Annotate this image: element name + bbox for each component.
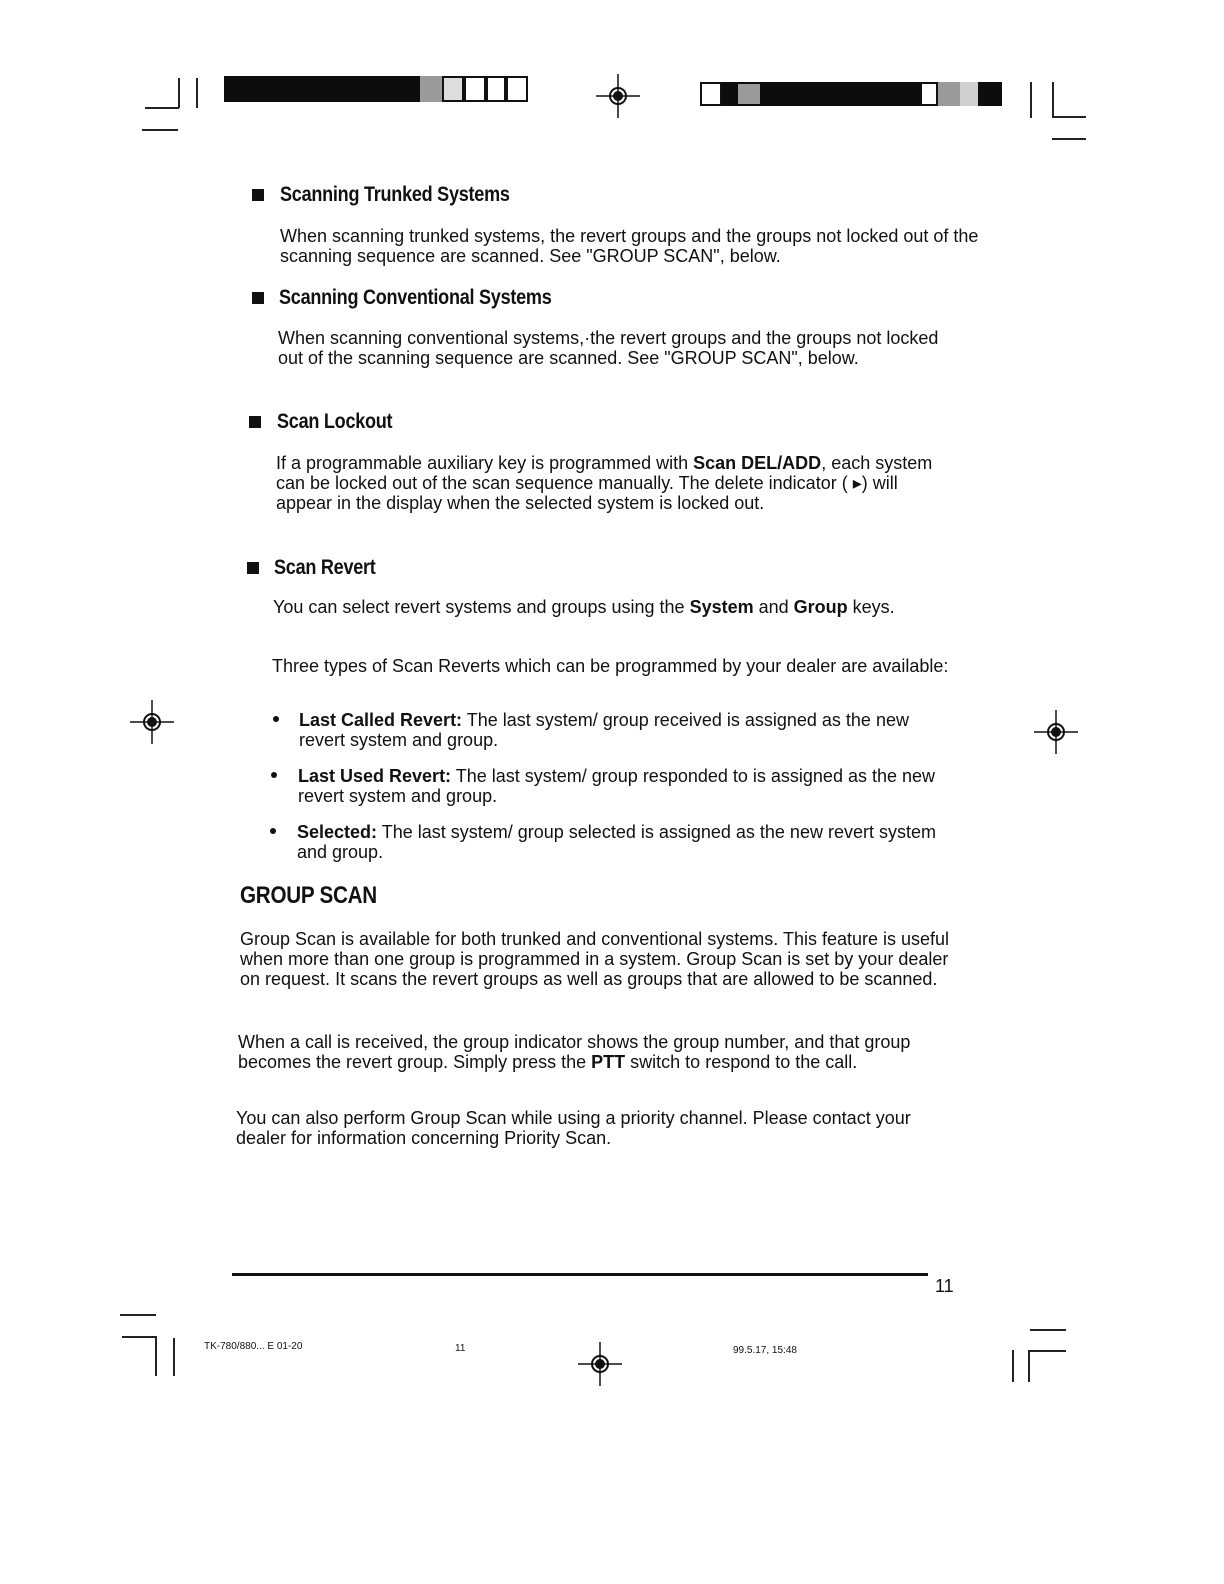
list-item: Last Called Revert: The last system/ group received is assigned as the new revert system and group. [299,710,909,750]
group-scan-paragraph: Group Scan is available for both trunked and conventional systems. This feature is useful when more than one group is programmed in a system. Group Scan is set by your dealer on request. It scans the revert groups as well as groups that are allowed to be scanned. [240,929,950,989]
registration-target-bottom-icon [578,1342,622,1386]
section-bullet-icon [252,292,264,304]
list-bullet-icon [271,772,277,778]
footer-page: 11 [455,1343,466,1354]
list-bullet-icon [273,716,279,722]
section-heading: Scan Revert [274,556,376,579]
registration-target-left-icon [130,700,174,744]
section-paragraph: Three types of Scan Reverts which can be programmed by your dealer are available: [272,656,949,676]
registration-target-icon [596,74,640,118]
footer-rule [232,1273,928,1276]
footer-doc-code: TK-780/880... E 01-20 [204,1341,303,1352]
page-number: 11 [935,1276,954,1296]
section-heading: Scanning Conventional Systems [279,286,552,309]
list-bullet-icon [270,828,276,834]
registration-target-right-icon [1034,710,1078,754]
section-bullet-icon [252,189,264,201]
section-heading: Scan Lockout [277,410,393,433]
group-scan-title: GROUP SCAN [240,882,377,909]
section-paragraph: You can select revert systems and groups using the System and Group keys. [273,597,895,617]
section-paragraph: When scanning trunked systems, the revert groups and the groups not locked out of the scanning sequence are scanned. See "GROUP SCAN", below. [280,226,979,266]
section-paragraph: When scanning conventional systems,·the revert groups and the groups not locked out of the scanning sequence are scanned. See "GROUP SCAN", below. [278,328,939,368]
section-paragraph: If a programmable auxiliary key is programmed with Scan DEL/ADD, each system can be locked out of the scan sequence manually. The delete indicator ( ▸) will appear in the display when the selected system is locked out. [276,453,933,513]
footer-timestamp: 99.5.17, 15:48 [733,1345,797,1356]
group-scan-paragraph: When a call is received, the group indicator shows the group number, and that group becomes the revert group. Simply press the PTT switch to respond to the call. [238,1032,911,1072]
section-heading: Scanning Trunked Systems [280,183,510,206]
section-bullet-icon [249,416,261,428]
group-scan-paragraph: You can also perform Group Scan while using a priority channel. Please contact your dealer for information concerning Priority Scan. [236,1108,911,1148]
list-item: Last Used Revert: The last system/ group responded to is assigned as the new revert system and group. [298,766,936,806]
list-item: Selected: The last system/ group selected is assigned as the new revert system and group. [297,822,936,862]
section-bullet-icon [247,562,259,574]
